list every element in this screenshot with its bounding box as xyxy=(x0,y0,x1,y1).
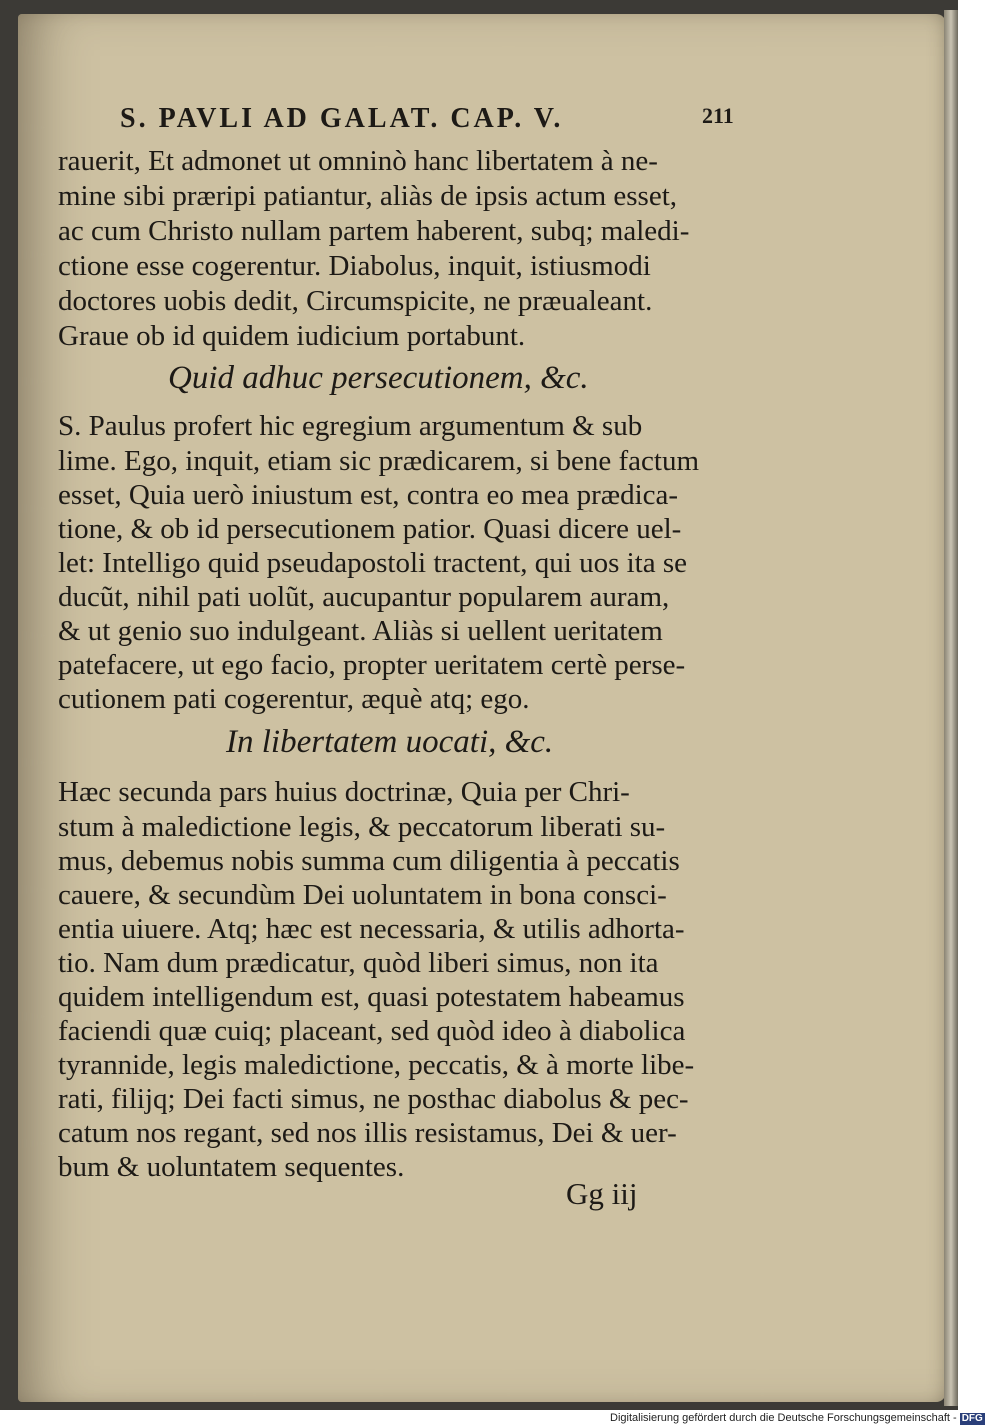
digitization-credit xyxy=(610,1410,1000,1426)
text-line: mine sibi præripi patiantur, aliàs de ipsis actum esset, xyxy=(58,180,677,212)
text-line: doctores uobis dedit, Circumspicite, ne præualeant. xyxy=(58,285,653,317)
text-line: tione, & ob id persecutionem patior. Quasi dicere uel- xyxy=(58,513,682,545)
text-line: ducũt, nihil pati uolũt, aucupantur popularem auram, xyxy=(58,581,670,613)
text-line: bum & uoluntatem sequentes. xyxy=(58,1151,405,1183)
section-heading: In libertatem uocati, &c. xyxy=(226,724,554,760)
text-line: ac cum Christo nullam partem haberent, subq; maledi- xyxy=(58,215,690,247)
text-line: esset, Quia uerò iniustum est, contra eo mea prædica- xyxy=(58,479,679,511)
dfg-logo: DFG xyxy=(961,1413,983,1424)
credit-text: Digitalisierung gefördert durch die Deutsche Forschungsgemeinschaft - xyxy=(610,1412,957,1424)
section-heading: Quid adhuc persecutionem, &c. xyxy=(168,360,589,396)
text-line: tyrannide, legis maledictione, peccatis, & à morte libe- xyxy=(58,1049,695,1081)
running-head: S. PAVLI AD GALAT. CAP. V. xyxy=(120,103,564,134)
text-line: cauere, & secundùm Dei uoluntatem in bona consci- xyxy=(58,879,667,911)
text-line: rauerit, Et admonet ut omninò hanc libertatem à ne- xyxy=(58,145,658,177)
text-line: tio. Nam dum prædicatur, quòd liberi simus, non ita xyxy=(58,947,659,979)
text-line: rati, filijq; Dei facti simus, ne posthac diabolus & pec- xyxy=(58,1083,689,1115)
text-line: faciendi quæ cuiq; placeant, sed quòd ideo à diabolica xyxy=(58,1015,686,1047)
text-line: patefacere, ut ego facio, propter ueritatem certè perse- xyxy=(58,649,686,681)
text-line: Graue ob id quidem iudicium portabunt. xyxy=(58,320,526,352)
text-line: catum nos regant, sed nos illis resistamus, Dei & uer- xyxy=(58,1117,677,1149)
text-line: mus, debemus nobis summa cum diligentia à peccatis xyxy=(58,845,680,877)
signature-mark: Gg iij xyxy=(566,1176,638,1211)
text-line: let: Intelligo quid pseudapostoli tractent, qui uos ita se xyxy=(58,547,688,579)
text-line: Hæc secunda pars huius doctrinæ, Quia per Chri- xyxy=(58,776,630,808)
text-line: S. Paulus profert hic egregium argumentum & sub xyxy=(58,410,643,442)
text-line: stum à maledictione legis, & peccatorum liberati su- xyxy=(58,811,666,843)
text-line: entia uiuere. Atq; hæc est necessaria, & utilis adhorta- xyxy=(58,913,685,945)
text-line: quidem intelligendum est, quasi potestatem habeamus xyxy=(58,981,685,1013)
page-edge xyxy=(944,10,958,1406)
text-line: ctione esse cogerentur. Diabolus, inquit, istiusmodi xyxy=(58,250,651,282)
text-line: cutionem pati cogerentur, æquè atq; ego. xyxy=(58,683,530,715)
page-number: 211 xyxy=(702,103,734,128)
text-line: & ut genio suo indulgeant. Aliàs si uellent ueritatem xyxy=(58,615,663,647)
text-line: lime. Ego, inquit, etiam sic prædicarem, si bene factum xyxy=(58,445,700,477)
